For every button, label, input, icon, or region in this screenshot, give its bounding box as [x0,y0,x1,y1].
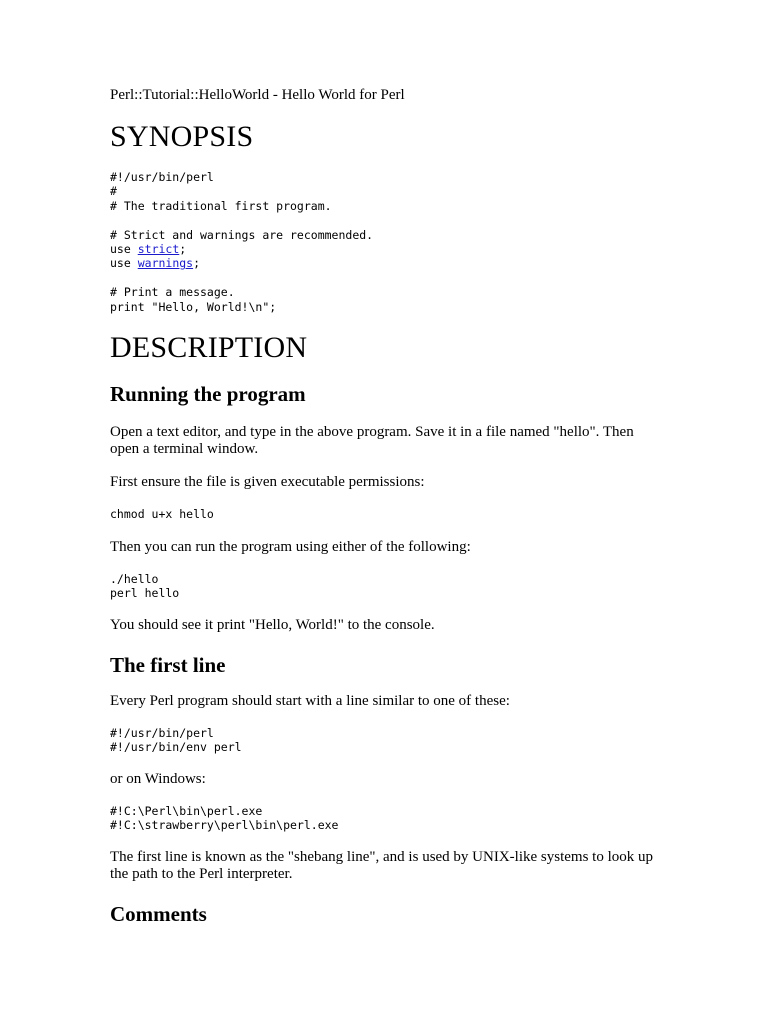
semicolon: ; [179,241,187,256]
code-line: #!/usr/bin/env perl [110,740,242,755]
code-line-use-warnings [110,256,373,270]
code-line: #!/usr/bin/perl [110,726,214,740]
code-line: #!/usr/bin/perl [110,170,214,184]
code-line: ./hello [110,572,159,586]
chmod-code-block [110,507,214,521]
shebang-code-block [110,726,242,755]
use-keyword: use [110,241,131,256]
running-paragraph-3: Then you can run the program using either of the following: [110,539,471,555]
strict-link[interactable]: strict [137,241,180,256]
use-keyword: use [110,256,131,271]
code-line: print "Hello, World!\n"; [110,299,277,314]
code-line-blank [110,271,373,285]
running-paragraph-2: First ensure the file is given executable permissions: [110,474,425,490]
warnings-link[interactable]: warnings [137,256,194,271]
code-line: perl hello [110,586,180,601]
semicolon: ; [193,256,201,271]
windows-shebang-code-block [110,804,338,833]
code-line: # Print a message. [110,285,235,300]
first-line-paragraph-2: or on Windows: [110,771,206,787]
code-line: # The traditional first program. [110,198,332,213]
first-line-paragraph-3: The first line is known as the "shebang line", and is used by UNIX-like systems to look up the path to the Perl interpreter. [110,849,654,882]
document-title: Perl::Tutorial::HelloWorld - Hello World for Perl [110,87,405,103]
first-line-heading: The first line [110,653,226,677]
code-line: #!C:\Perl\bin\perl.exe [110,804,263,818]
code-line-use-strict [110,242,373,256]
synopsis-heading: SYNOPSIS [110,120,254,153]
synopsis-code-block [110,170,373,314]
running-paragraph-4: You should see it print "Hello, World!" to the console. [110,617,435,633]
running-paragraph-1: Open a text editor, and type in the above program. Save it in a file named "hello". Then open a terminal window. [110,424,634,457]
running-program-heading: Running the program [110,382,306,406]
description-heading: DESCRIPTION [110,331,308,364]
comments-heading: Comments [110,902,207,926]
code-line: chmod u+x hello [110,507,214,521]
code-line: # Strict and warnings are recommended. [110,227,374,242]
first-line-paragraph-1: Every Perl program should start with a line similar to one of these: [110,693,510,709]
code-line-blank [110,213,373,227]
code-line: #!C:\strawberry\perl\bin\perl.exe [110,818,339,833]
run-code-block [110,572,179,601]
code-line: # [110,184,117,199]
